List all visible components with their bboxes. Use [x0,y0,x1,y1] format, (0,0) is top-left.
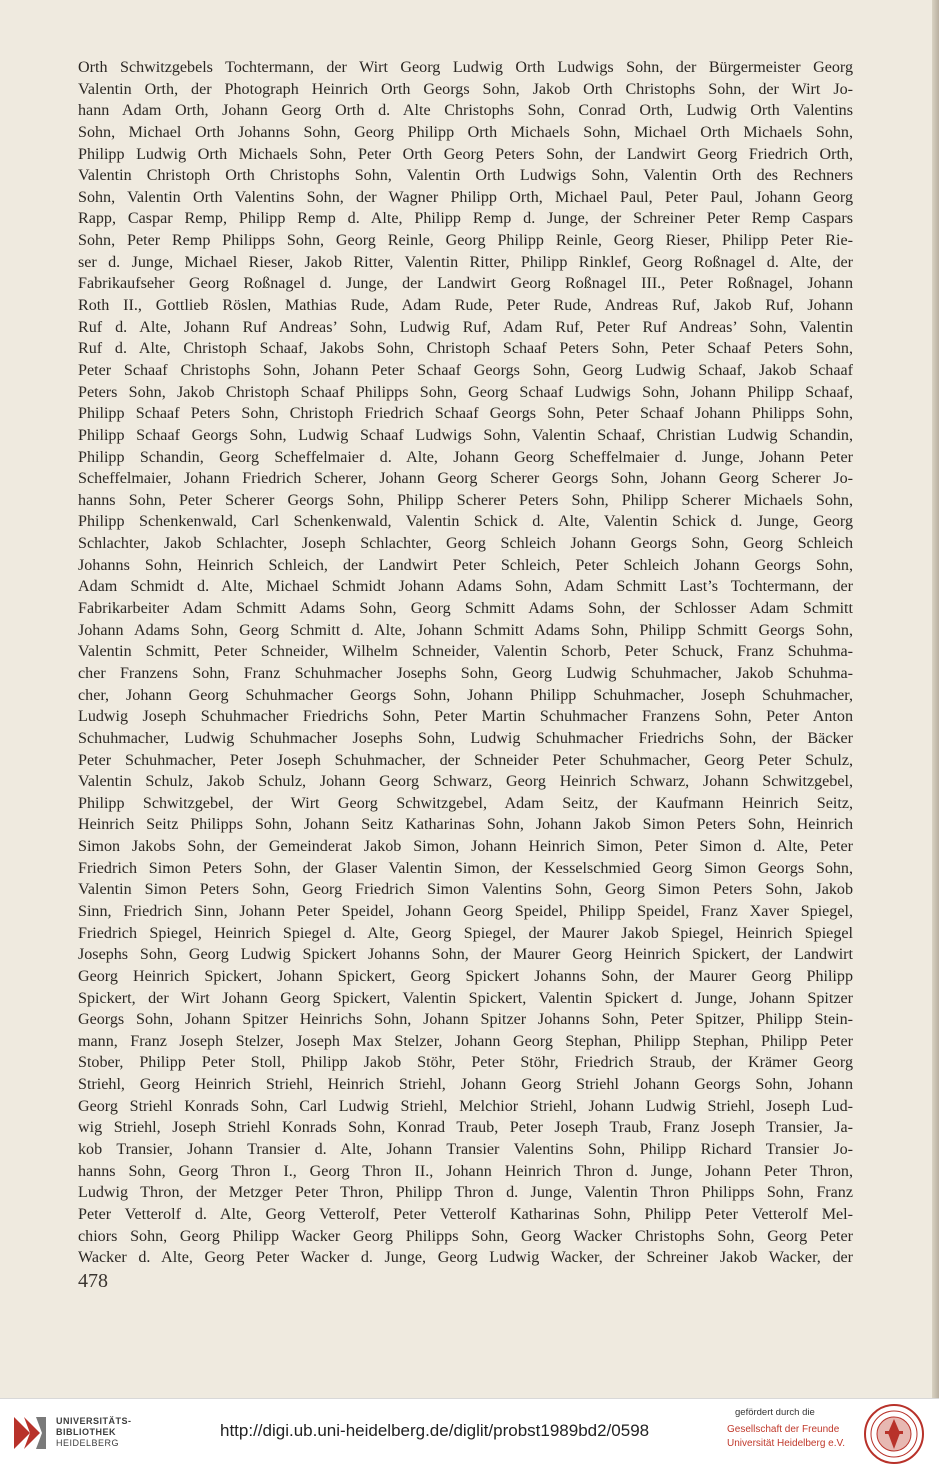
text-line: Philipp Schaaf Peters Sohn, Christoph Friedrich Schaaf Georgs Sohn, Peter Schaaf Johann Philipps Sohn, [78,405,853,423]
text-line: hann Adam Orth, Johann Georg Orth d. Alte Christophs Sohn, Conrad Orth, Ludwig Orth Valentins [78,102,853,120]
text-line: wig Striehl, Joseph Striehl Konrads Sohn, Konrad Traub, Peter Joseph Traub, Franz Joseph Transier, Ja- [78,1119,853,1137]
text-line: Fabrikarbeiter Adam Schmitt Adams Sohn, Georg Schmitt Adams Sohn, der Schlosser Adam Schmitt [78,600,853,618]
text-line: cher, Johann Georg Schuhmacher Georgs Sohn, Johann Philipp Schuhmacher, Joseph Schuhmacher, [78,686,853,704]
text-line: Johann Adams Sohn, Georg Schmitt d. Alte, Johann Schmitt Adams Sohn, Philipp Schmitt Georgs Sohn, [78,621,853,639]
text-line: Heinrich Seitz Philipps Sohn, Johann Seitz Katharinas Sohn, Johann Jakob Simon Peters Sohn, Heinrich [78,816,853,834]
library-logo-icon [10,1411,50,1453]
body-text [78,57,853,1269]
permalink-url[interactable]: http://digi.ub.uni-heidelberg.de/diglit/probst1989bd2/0598 [220,1421,650,1440]
text-line: Rapp, Caspar Remp, Philipp Remp d. Alte, Philipp Remp d. Junge, der Schreiner Peter Remp Caspars [78,210,853,228]
text-line: Georg Heinrich Spickert, Johann Spickert, Georg Spickert Johanns Sohn, der Maurer Georg Philipp [78,967,853,985]
text-line: Fabrikaufseher Georg Roßnagel d. Junge, der Landwirt Georg Roßnagel III., Peter Roßnagel, Johann [78,275,853,293]
text-line: Valentin Christoph Orth Christophs Sohn, Valentin Orth Ludwigs Sohn, Valentin Orth des Rechners [78,167,853,185]
viewer-footer [0,1398,939,1468]
text-line: Valentin Simon Peters Sohn, Georg Friedrich Simon Valentins Sohn, Georg Simon Peters Sohn, Jakob [78,881,853,899]
text-line: Peter Vetterolf d. Alte, Georg Vetterolf, Peter Vetterolf Katharinas Sohn, Philipp Peter Vetterolf Mel- [78,1205,853,1223]
text-line: Sohn, Peter Remp Philipps Sohn, Georg Reinle, Georg Philipp Reinle, Georg Rieser, Philipp Peter Rie- [78,232,853,250]
library-name-line-3: HEIDELBERG [56,1438,120,1448]
text-line: hanns Sohn, Georg Thron I., Georg Thron II., Johann Heinrich Thron d. Junge, Johann Peter Thron, [78,1162,853,1180]
text-line: Ruf d. Alte, Johann Ruf Andreas’ Sohn, Ludwig Ruf, Adam Ruf, Peter Ruf Andreas’ Sohn, Valentin [78,318,853,336]
page-number: 478 [78,1270,108,1292]
text-line: hanns Sohn, Peter Scherer Georgs Sohn, Philipp Scherer Peters Sohn, Philipp Scherer Michaels Sohn, [78,491,853,509]
text-line: Adam Schmidt d. Alte, Michael Schmidt Johann Adams Sohn, Adam Schmitt Last’s Tochtermann, der [78,578,853,596]
text-line: Philipp Schenkenwald, Carl Schenkenwald, Valentin Schick d. Alte, Valentin Schick d. Junge, Georg [78,513,853,531]
text-line: Sohn, Michael Orth Johanns Sohn, Georg Philipp Orth Michaels Sohn, Michael Orth Michaels Sohn, [78,123,853,141]
text-line: Stober, Philipp Peter Stoll, Philipp Jakob Stöhr, Peter Stöhr, Friedrich Straub, der Krämer Georg [78,1054,853,1072]
sponsor-line-2: Universität Heidelberg e.V. [727,1438,846,1449]
sponsor-intro: gefördert durch die [735,1407,815,1418]
text-line: Philipp Schwitzgebel, der Wirt Georg Schwitzgebel, Adam Seitz, der Kaufmann Heinrich Seitz, [78,794,853,812]
text-line: Sohn, Valentin Orth Valentins Sohn, der Wagner Philipp Orth, Michael Paul, Peter Paul, Johann Georg [78,188,853,206]
text-line: Josephs Sohn, Georg Ludwig Spickert Johanns Sohn, der Maurer Georg Heinrich Spickert, der Landwirt [78,946,853,964]
text-line: Philipp Schandin, Georg Scheffelmaier d. Alte, Johann Georg Scheffelmaier d. Junge, Johann Peter [78,448,853,466]
text-line: Johanns Sohn, Heinrich Schleich, der Landwirt Peter Schleich, Peter Schleich Johann Georgs Sohn, [78,556,853,574]
text-line: Philipp Ludwig Orth Michaels Sohn, Peter Orth Georg Peters Sohn, der Landwirt Georg Friedrich Orth, [78,145,853,163]
text-line: Roth II., Gottlieb Röslen, Mathias Rude, Adam Rude, Peter Rude, Andreas Ruf, Jakob Ruf, Johann [78,297,853,315]
library-name-line-2: BIBLIOTHEK [56,1427,116,1437]
text-line: Simon Jakobs Sohn, der Gemeinderat Jakob Simon, Johann Heinrich Simon, Peter Simon d. Alte, Peter [78,838,853,856]
text-line: Valentin Schulz, Jakob Schulz, Johann Georg Schwarz, Georg Heinrich Schwarz, Johann Schwitzgebel, [78,773,853,791]
library-name-line-1: UNIVERSITÄTS- [56,1416,132,1426]
text-line: Valentin Orth, der Photograph Heinrich Orth Georgs Sohn, Jakob Orth Christophs Sohn, der Wirt Jo- [78,80,853,98]
text-line: Wacker d. Alte, Georg Peter Wacker d. Junge, Georg Ludwig Wacker, der Schreiner Jakob Wacker, der [78,1249,853,1267]
text-line: Orth Schwitzgebels Tochtermann, der Wirt Georg Ludwig Orth Ludwigs Sohn, der Bürgermeister Georg [78,59,853,76]
page-edge [932,0,939,1398]
text-line: ser d. Junge, Michael Rieser, Jakob Ritter, Valentin Ritter, Philipp Rinklef, Georg Roßnagel d. Alte, der [78,253,853,271]
text-line: mann, Franz Joseph Stelzer, Joseph Max Stelzer, Johann Georg Stephan, Philipp Stephan, Philipp Peter [78,1032,853,1050]
text-line: Schlachter, Jakob Schlachter, Joseph Schlachter, Georg Schleich Johann Georgs Sohn, Georg Schleich [78,535,853,553]
text-line: Peter Schuhmacher, Peter Joseph Schuhmacher, der Schneider Peter Schuhmacher, Georg Peter Schulz, [78,751,853,769]
text-line: Georg Striehl Konrads Sohn, Carl Ludwig Striehl, Melchior Striehl, Johann Ludwig Striehl, Joseph Lud- [78,1097,853,1115]
text-line: Spickert, der Wirt Johann Georg Spickert, Valentin Spickert, Valentin Spickert d. Junge, Johann Spitzer [78,989,853,1007]
text-line: Friedrich Simon Peters Sohn, der Glaser Valentin Simon, der Kesselschmied Georg Simon Georgs Sohn, [78,859,853,877]
text-line: Striehl, Georg Heinrich Striehl, Heinrich Striehl, Johann Georg Striehl Johann Georgs Sohn, Johann [78,1076,853,1094]
text-line: Friedrich Spiegel, Heinrich Spiegel d. Alte, Georg Spiegel, der Maurer Jakob Spiegel, Heinrich Spiegel [78,924,853,942]
text-line: Ruf d. Alte, Christoph Schaaf, Jakobs Sohn, Christoph Schaaf Peters Sohn, Peter Schaaf Peters Sohn, [78,340,853,358]
text-line: cher Franzens Sohn, Franz Schuhmacher Josephs Sohn, Georg Ludwig Schuhmacher, Jakob Schuhma- [78,664,853,682]
text-line: Scheffelmaier, Johann Friedrich Scherer, Johann Georg Scherer Georgs Sohn, Johann Georg Scherer Jo- [78,470,853,488]
text-line: Philipp Schaaf Georgs Sohn, Ludwig Schaaf Ludwigs Sohn, Valentin Schaaf, Christian Ludwig Schandin, [78,426,853,444]
university-seal-icon [863,1403,925,1465]
text-line: Valentin Schmitt, Peter Schneider, Wilhelm Schneider, Valentin Schorb, Peter Schuck, Franz Schuhma- [78,643,853,661]
text-line: Sinn, Friedrich Sinn, Johann Peter Speidel, Johann Georg Speidel, Philipp Speidel, Franz Xaver Spiegel, [78,902,853,920]
text-line: chiors Sohn, Georg Philipp Wacker Georg Philipps Sohn, Georg Wacker Christophs Sohn, Georg Peter [78,1227,853,1245]
text-line: Peters Sohn, Jakob Christoph Schaaf Philipps Sohn, Georg Schaaf Ludwigs Sohn, Johann Philipp Schaaf, [78,383,853,401]
text-line: Ludwig Thron, der Metzger Peter Thron, Philipp Thron d. Junge, Valentin Thron Philipps Sohn, Franz [78,1184,853,1202]
text-line: kob Transier, Johann Transier d. Alte, Johann Transier Valentins Sohn, Philipp Richard Transier Jo- [78,1141,853,1159]
text-line: Peter Schaaf Christophs Sohn, Johann Peter Schaaf Georgs Sohn, Georg Ludwig Schaaf, Jakob Schaaf [78,361,853,379]
sponsor-line-1: Gesellschaft der Freunde [727,1424,840,1435]
text-line: Ludwig Joseph Schuhmacher Friedrichs Sohn, Peter Martin Schuhmacher Franzens Sohn, Peter Anton [78,708,853,726]
text-line: Schuhmacher, Ludwig Schuhmacher Josephs Sohn, Ludwig Schuhmacher Friedrichs Sohn, der Bäcker [78,729,853,747]
text-line: Georgs Sohn, Johann Spitzer Heinrichs Sohn, Johann Spitzer Johanns Sohn, Peter Spitzer, Philipp Stein- [78,1011,853,1029]
